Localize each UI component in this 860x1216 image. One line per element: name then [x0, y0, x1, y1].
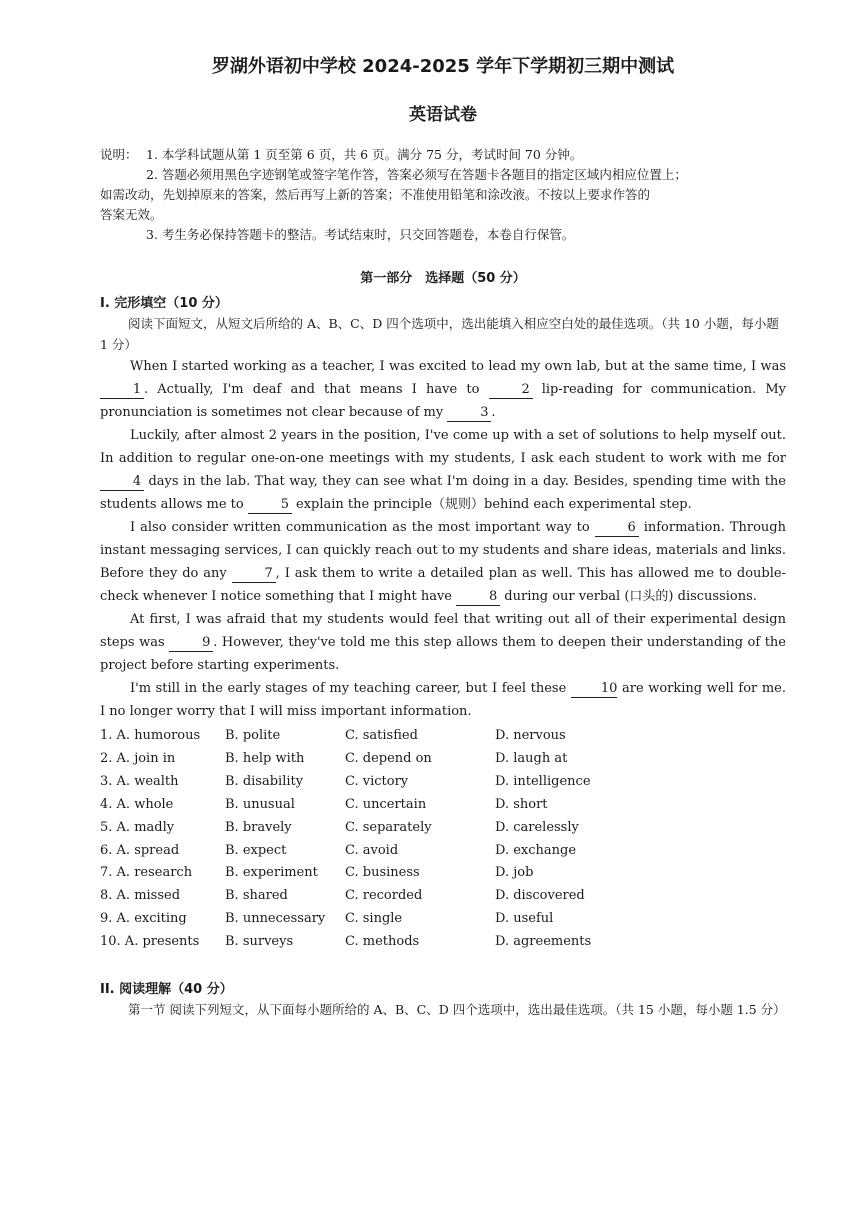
blank-5: 5: [248, 497, 292, 514]
passage-paragraph: When I started working as a teacher, I was excited to lead my own lab, but at the same time, I was1 . Actually, I'm deaf and that means I have to 2 lip-reading for communication. My pronunciation is sometimes not clear because of my 3 .: [100, 359, 786, 420]
exam-subtitle: 英语试卷: [409, 105, 477, 125]
cloze-options: [100, 725, 786, 954]
cloze-instruction: 阅读下面短文，从短文后所给的 A、B、C、D 四个选项中，选出能填入相应空白处的最佳选项。（共 10 小题，每小题 1 分）: [100, 316, 779, 352]
option-row: 7. A. research B. experiment C. business D. job: [100, 865, 534, 881]
passage-paragraph: I also consider written communication as the most important way to 6 information. Through instant messaging services, I can quickly reach out to my students and share ideas, materials and links. Before they do any 7 , I ask them to write a detailed plan as well. This has allowed me to double-check whenever I notice something that I might have 8 during our verbal (口头的) discussions.: [100, 520, 786, 604]
passage-paragraph: Luckily, after almost 2 years in the position, I've come up with a set of solutions to help myself out. In addition to regular one-on-one meetings with my students, I ask each student to work with me for 4 days in the lab. That way, they can see what I'm doing in a day. Besides, spending time with the students allows me to 5 explain the principle（规则）behind each experimental step.: [100, 428, 786, 512]
part1-title: 第一部分 选择题（50 分）: [360, 271, 526, 286]
exam-title: 罗湖外语初中学校 2024-2025 学年下学期初三期中测试: [211, 56, 675, 77]
note-2-end: 答案无效。: [100, 207, 163, 222]
option-row: 9. A. exciting B. unnecessary C. single D. useful: [100, 911, 554, 927]
option-row: 4. A. whole B. unusual C. uncertain D. short: [100, 796, 548, 812]
blank-9: 9: [169, 635, 213, 652]
option-row: 8. A. missed B. shared C. recorded D. discovered: [100, 888, 585, 904]
option-row: 6. A. spread B. expect C. avoid D. exchange: [100, 842, 577, 858]
blank-7: 7: [232, 566, 276, 583]
option-row: 2. A. join in B. help with C. depend on D. laugh at: [100, 750, 568, 766]
blank-8: 8: [456, 589, 500, 606]
cloze-passage: [100, 355, 786, 723]
note-3: 3. 考生务必保持答题卡的整洁。考试结束时，只交回答题卷，本卷自行保管。: [146, 227, 575, 242]
notes-lead: 说明：: [100, 147, 138, 162]
blank-2: 2: [489, 382, 533, 399]
instructions-block: [100, 145, 786, 245]
blank-4: 4: [100, 474, 144, 491]
note-2-cont: 如需改动，先划掉原来的答案，然后再写上新的答案；不准使用铅笔和涂改液。不按以上要求作答的: [100, 187, 651, 202]
blank-3: 3: [447, 405, 491, 422]
option-row: 3. A. wealth B. disability C. victory D. intelligence: [100, 773, 591, 789]
reading-instruction: 第一节 阅读下列短文，从下面每小题所给的 A、B、C、D 四个选项中，选出最佳选项。（共 15 小题，每小题 1.5 分）: [128, 1002, 786, 1018]
option-row: 10. A. presents B. surveys C. methods D. agreements: [100, 934, 592, 950]
passage-paragraph: At first, I was afraid that my students would feel that writing out all of their experimental design steps was 9 . However, they've told me this step allows them to deepen their understanding of the project before starting experiments.: [100, 612, 786, 673]
blank-6: 6: [595, 520, 639, 537]
blank-1: 1: [100, 382, 144, 399]
option-row: 5. A. madly B. bravely C. separately D. carelessly: [100, 819, 579, 835]
blank-10: 10: [571, 681, 618, 698]
reading-section: [100, 978, 786, 1020]
passage-paragraph: I'm still in the early stages of my teaching career, but I feel these 10 are working well for me. I no longer worry that I will miss important information.: [100, 681, 786, 719]
reading-heading: II. 阅读理解（40 分）: [100, 982, 233, 998]
note-1: 说明： 1. 本学科试题从第 1 页至第 6 页，共 6 页。满分 75 分，考试时间 70 分钟。: [100, 145, 786, 165]
note-2: 2. 答题必须用黑色字迹钢笔或签字笔作答，答案必须写在答题卡各题目的指定区域内相应位置上；: [146, 167, 687, 182]
cloze-heading: I. 完形填空（10 分）: [100, 296, 228, 311]
option-row: 1. A. humorous B. polite C. satisfied D. nervous: [100, 728, 566, 743]
